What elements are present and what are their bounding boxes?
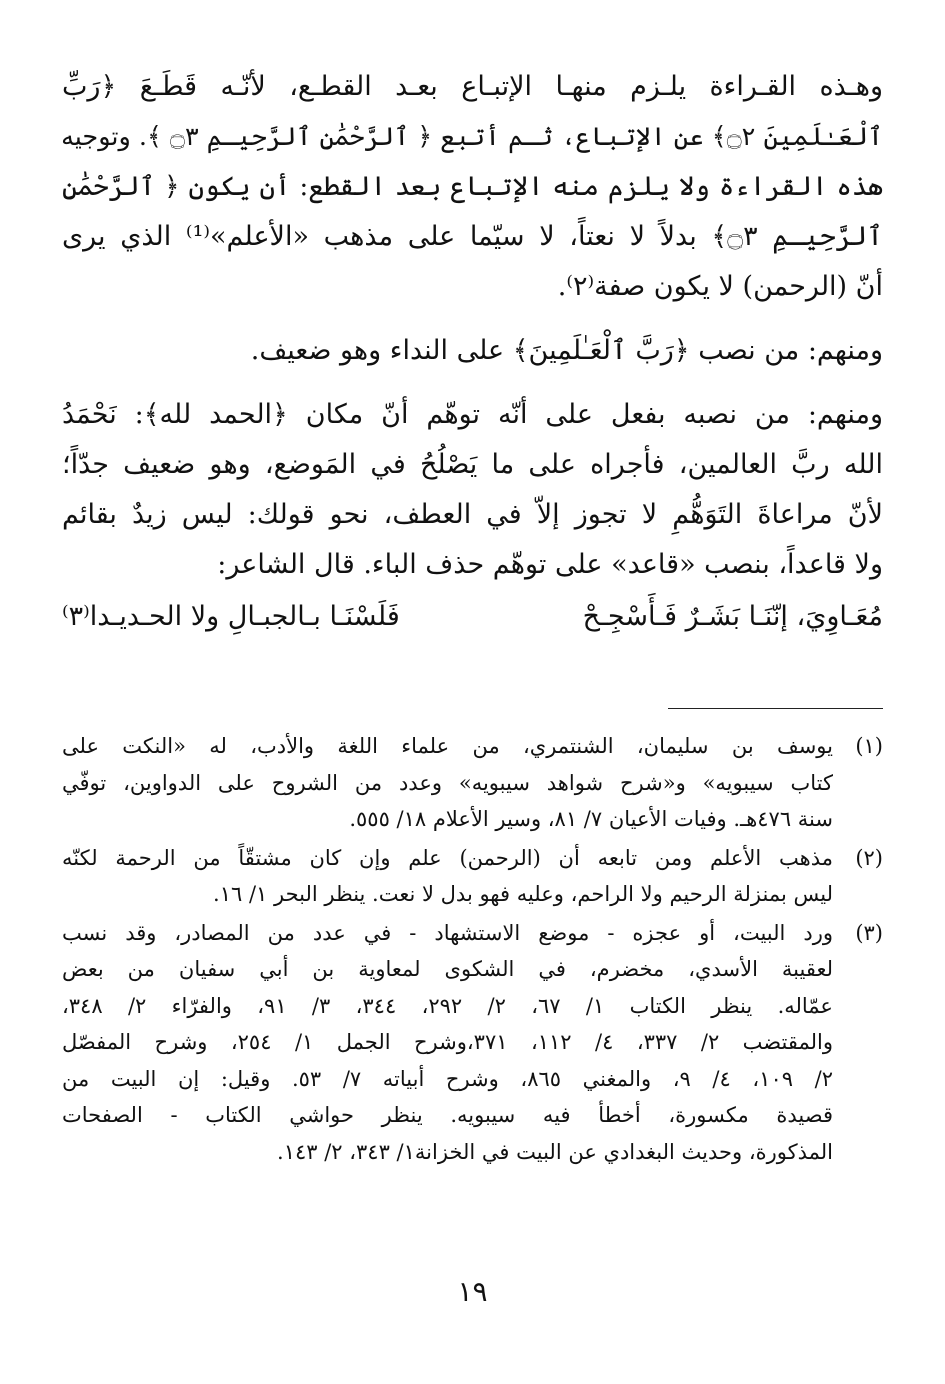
text-line: ٱلرَّحِيـمِ ۝٣﴾ بدلاً لا نعتاً، لا سيّما على مذهب «الأعلم»⁽¹⁾ الذي يرى — [62, 221, 883, 252]
text-line: الله ربَّ العالمين، فأجراه على ما يَصْلُحُ في المَوضع، وهو ضعيف جدّاً؛ — [62, 449, 883, 480]
footnote-line: يوسف بن سليمان، الشنتمري، من علماء اللغة والأدب، له «النكت على — [62, 734, 833, 758]
footnotes — [62, 728, 883, 1172]
paragraph-spacer — [62, 312, 883, 326]
main-text — [62, 62, 883, 642]
poem-verse — [62, 592, 883, 642]
poem-first-hemistich: مُعَـاوِيَ، إنّنَـا بَشَـرٌ فَـأَسْجِـحْ — [582, 601, 883, 632]
paragraph-3 — [62, 390, 883, 590]
text-line: لأنّ مراعاةَ التَوَهُّمِ لا تجوز إلاّ في العطف، نحو قولك: ليس زيدٌ بقائم — [62, 499, 883, 530]
text-line: ومنهم: من نصبه بفعل على أنّه توهّم أنّ مكان ﴿الحمد لله﴾: نَحْمَدُ — [62, 399, 883, 430]
footnote-1 — [62, 728, 883, 838]
paragraph-spacer — [62, 376, 883, 390]
text-line: ٱلْعَـٰلَمِينَ ۝٢﴾ عن الإتباع، ثـم أتبع ﴿ ٱلرَّحْمَٰنِ ٱلرَّحِيـمِ ۝٣ ﴾. وتوجيه — [61, 122, 883, 152]
paragraph-2 — [62, 326, 883, 376]
footnote-line: المذكورة، وحديث البغدادي عن البيت في الخزانة١/ ٣٤٣، ٢/ ١٤٣. — [277, 1139, 833, 1164]
text-line: أنّ (الرحمن) لا يكون صفة⁽٢⁾. — [557, 271, 883, 302]
footnote-3 — [62, 915, 883, 1171]
text-line: ولا قاعداً، بنصب «قاعد» على توهّم حذف الباء. قال الشاعر: — [217, 549, 883, 580]
footnote-number: (١) — [855, 734, 883, 758]
footnote-number: (٣) — [855, 920, 883, 945]
footnote-number: (٢) — [855, 845, 883, 870]
footnote-line: ليس بمنزلة الرحيم ولا الراحم، وعليه فهو بدل لا نعت. ينظر البحر ١/ ١٦. — [213, 882, 833, 906]
poem-second-hemistich: فَلَسْنَـا بـالجبـالِ ولا الحـديـدا⁽٣⁾ — [62, 601, 400, 632]
text-line: هذه القراءة ولا يلزم منه الإتباع بعد القطع: أن يكون ﴿ ٱلرَّحْمَٰنِ — [62, 171, 883, 202]
footnote-divider — [668, 708, 883, 709]
footnote-line: مذهب الأعلم ومن تابعه أن (الرحمن) علم وإن كان مشتقّاً من الرحمة لكنّه — [62, 845, 833, 870]
footnote-line: سنة ٤٧٦هـ. وفيات الأعيان ٧/ ٨١، وسير الأعلام ١٨/ ٥٥٥. — [349, 807, 833, 831]
footnote-line: والمقتضب ٢/ ٣٣٧، ٤/ ١١٢، ٣٧١،وشرح الجمل ١/ ٢٥٤، وشرح المفصّل — [62, 1030, 833, 1054]
footnote-line: عمّاله. ينظر الكتاب ١/ ٦٧، ٢/ ٢٩٢، ٣٤٤، ٣/ ٩١، والفرّاء ٢/ ٣٤٨، — [62, 993, 833, 1018]
footnote-line: قصيدة مكسورة، أخطأ فيه سيبويه. ينظر حواشي الكتاب - الصفحات — [62, 1103, 833, 1127]
footnote-line: لعقيبة الأسدي، مخضرم، في الشكوى لمعاوية بن أبي سفيان من بعض — [62, 957, 833, 981]
text-line: وهـذه القـراءة يلـزم منهـا الإتبـاع بعـد القطـع، لأنّـه قَطَـعَ ﴿رَبِّ — [62, 71, 883, 102]
footnote-2 — [62, 840, 883, 913]
text-line: ومنهم: من نصب ﴿رَبَّ ٱلْعَـٰلَمِينَ﴾ على النداء وهو ضعيف. — [250, 335, 883, 366]
footnote-line: ورد البيت، أو عجزه - موضع الاستشهاد - في عدد من المصادر، وقد نسب — [62, 920, 833, 945]
footnote-line: ٢/ ١٠٩، ٤/ ٩، والمغني ٨٦٥، وشرح أبياته ٧/ ٥٣. وقيل: إن البيت من — [62, 1066, 833, 1091]
page-number: ١٩ — [457, 1275, 488, 1308]
footnote-line: كتاب سيبويه» و«شرح شواهد سيبويه» وعدد من الشروح على الدواوين، توفّي — [62, 770, 833, 795]
paragraph-1 — [62, 62, 883, 312]
